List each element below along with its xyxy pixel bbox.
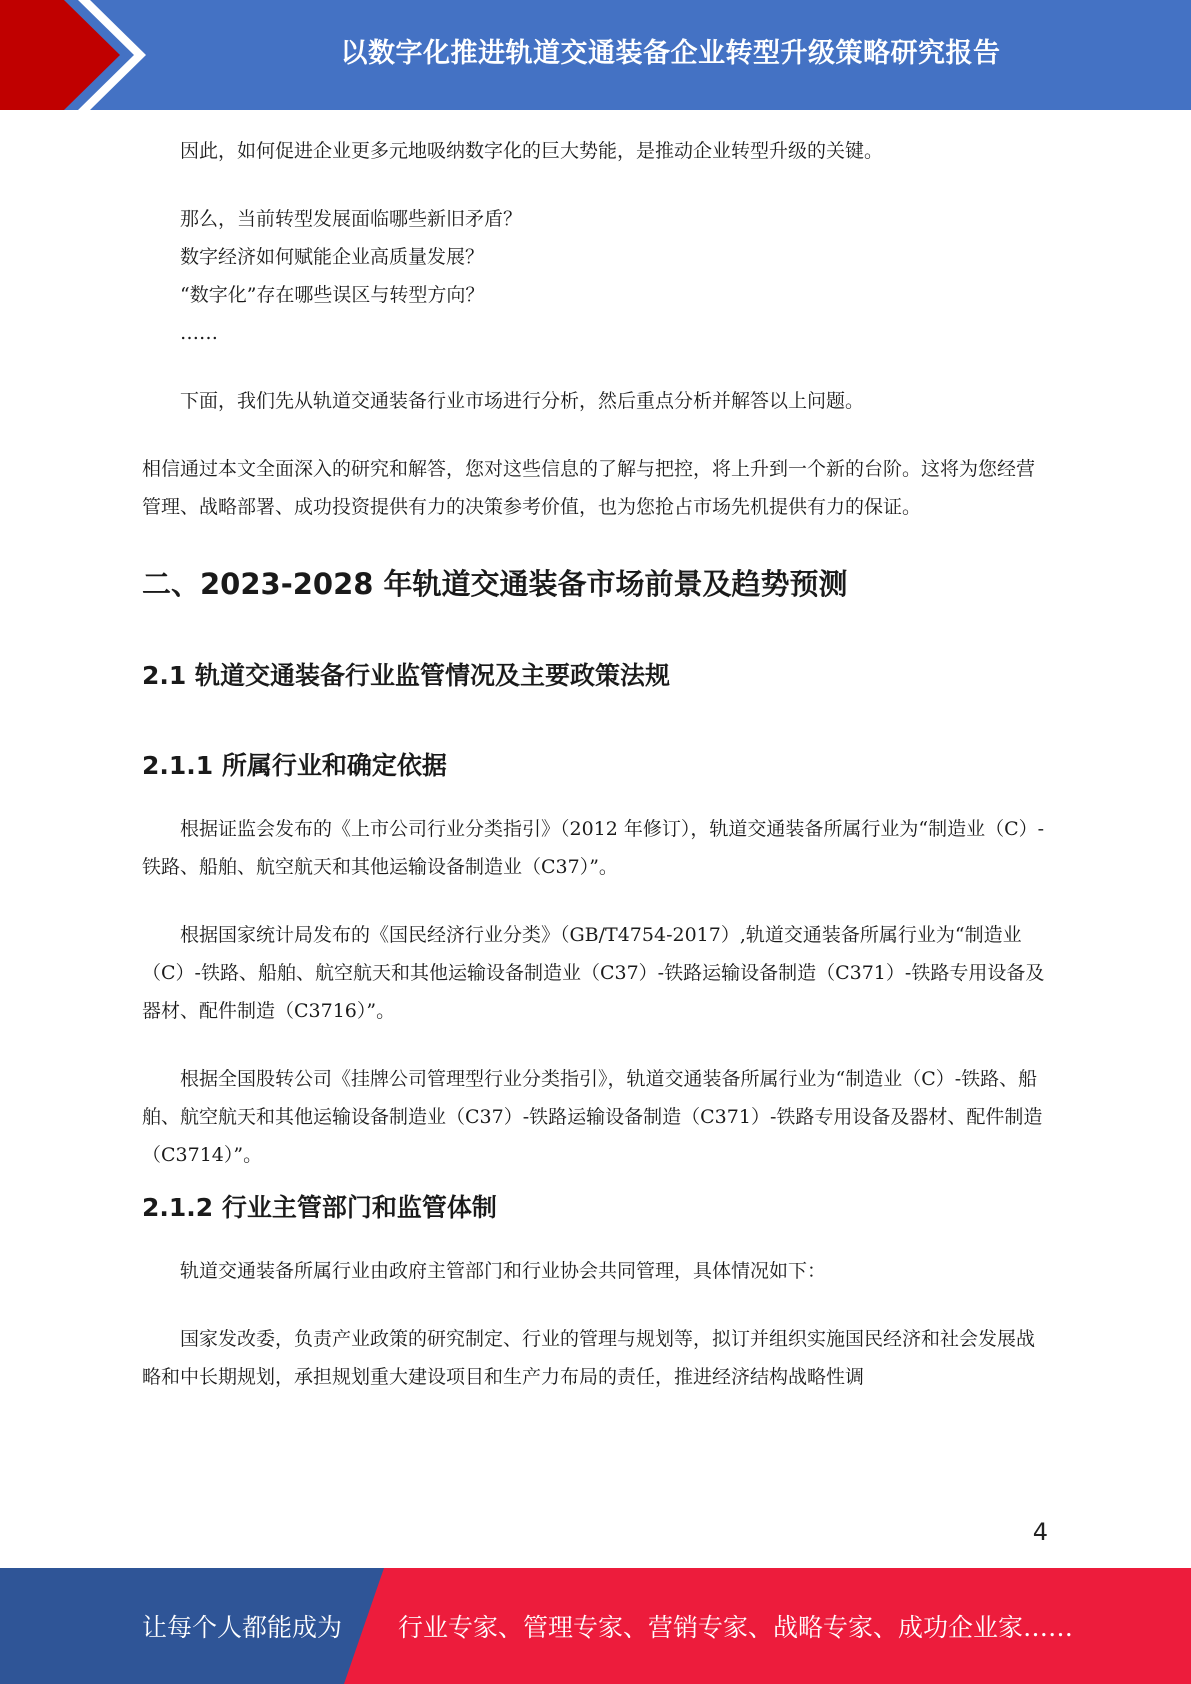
document-body [142, 132, 1050, 1396]
subsection-heading: 2.1 轨道交通装备行业监管情况及主要政策法规 [142, 661, 670, 690]
question-line: 数字经济如何赋能企业高质量发展？ [180, 246, 485, 268]
paragraph: 根据国家统计局发布的《国民经济行业分类》（GB/T4754-2017）,轨道交通装备所属行业为“制造业（C）-铁路、船舶、航空航天和其他运输设备制造业（C37）-铁路运输设备制造（C371）-铁路专用设备及器材、配件制造（C3716）”。 [142, 924, 1045, 1022]
ellipsis-line: …… [180, 322, 218, 344]
paragraph: 国家发改委，负责产业政策的研究制定、行业的管理与规划等，拟订并组织实施国民经济和社会发展战略和中长期规划，承担规划重大建设项目和生产力布局的责任，推进经济结构战略性调 [142, 1328, 1036, 1388]
footer-slogan-right: 行业专家、管理专家、营销专家、战略专家、成功企业家…… [398, 1613, 1074, 1642]
paragraph: 根据证监会发布的《上市公司行业分类指引》（2012 年修订），轨道交通装备所属行业为“制造业（C）-铁路、船舶、航空航天和其他运输设备制造业（C37）”。 [142, 818, 1045, 878]
page-header [0, 0, 1191, 110]
paragraph: 轨道交通装备所属行业由政府主管部门和行业协会共同管理，具体情况如下： [180, 1260, 827, 1282]
page-number: 4 [1032, 1518, 1048, 1546]
question-line: 那么，当前转型发展面临哪些新旧矛盾？ [180, 208, 523, 230]
paragraph: 下面，我们先从轨道交通装备行业市场进行分析，然后重点分析并解答以上问题。 [180, 390, 865, 412]
paragraph: 因此，如何促进企业更多元地吸纳数字化的巨大势能，是推动企业转型升级的关键。 [180, 140, 884, 162]
paragraph: 根据全国股转公司《挂牌公司管理型行业分类指引》，轨道交通装备所属行业为“制造业（C）-铁路、船舶、航空航天和其他运输设备制造业（C37）-铁路运输设备制造（C371）-铁路专用设备及器材、配件制造（C3714）”。 [142, 1068, 1043, 1166]
subsection-heading: 2.1.1 所属行业和确定依据 [142, 751, 447, 780]
section-heading: 二、2023-2028 年轨道交通装备市场前景及趋势预测 [142, 567, 848, 601]
subsection-heading: 2.1.2 行业主管部门和监管体制 [142, 1193, 497, 1222]
header-arrow-decoration [0, 0, 160, 110]
question-line: “数字化”存在哪些误区与转型方向？ [180, 284, 485, 306]
paragraph: 相信通过本文全面深入的研究和解答，您对这些信息的了解与把控，将上升到一个新的台阶。这将为您经营管理、战略部署、成功投资提供有力的决策参考价值，也为您抢占市场先机提供有力的保证。 [142, 458, 1036, 518]
footer-slogan-left: 让每个人都能成为 [142, 1613, 343, 1642]
page-footer [0, 1568, 1191, 1684]
header-title: 以数字化推进轨道交通装备企业转型升级策略研究报告 [340, 37, 1001, 69]
